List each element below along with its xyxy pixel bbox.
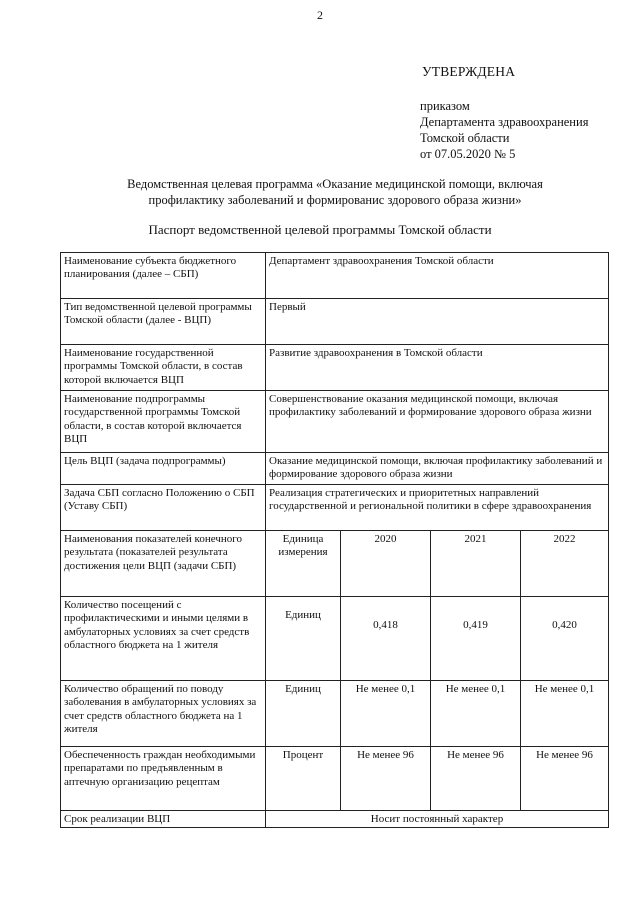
order-line: от 07.05.2020 № 5 (420, 147, 516, 161)
term-value: Носит постоянный характер (266, 811, 609, 828)
unit-header: Единица измерения (266, 531, 341, 597)
table-row (61, 299, 609, 345)
page-number: 2 (317, 8, 323, 22)
table-row (61, 391, 609, 453)
year-header: 2020 (341, 531, 431, 597)
indicator-unit: Процент (266, 747, 341, 811)
indicator-unit: Единиц (266, 597, 341, 681)
indicator-unit: Единиц (266, 681, 341, 747)
year-header: 2022 (521, 531, 609, 597)
program-title: Ведомственная целевая программа «Оказание медицинской помощи, включая профилактику заболеваний и формированис здорового образа жизни» (127, 177, 543, 207)
row-label: Цель ВЦП (задача подпрограммы) (61, 453, 266, 485)
indicator-value: Не менее 96 (521, 747, 609, 811)
row-value: Департамент здравоохранения Томской области (266, 253, 609, 299)
row-value: Оказание медицинской помощи, включая профилактику заболеваний и формирование здорового образа жизни (266, 453, 609, 485)
row-label: Задача СБП согласно Положению о СБП (Уставу СБП) (61, 485, 266, 531)
row-label: Наименование субъекта бюджетного планирования (далее – СБП) (61, 253, 266, 299)
table-row (61, 345, 609, 391)
order-line: Департамента здравоохранения (420, 115, 589, 129)
indicators-header-label: Наименования показателей конечного результата (показателей результата достижения цели ВЦП (задачи СБП) (61, 531, 266, 597)
table-row (61, 453, 609, 485)
indicator-value: 0,419 (431, 597, 521, 681)
indicators-header-row (61, 531, 609, 597)
indicator-row (61, 597, 609, 681)
indicator-label: Обеспеченность граждан необходимыми препаратами по предъявленным в аптечную организацию рецептам (61, 747, 266, 811)
term-row (61, 811, 609, 828)
indicator-label: Количество обращений по поводу заболевания в амбулаторных условиях за счет средств областного бюджета на 1 жителя (61, 681, 266, 747)
indicator-row (61, 681, 609, 747)
indicator-value: Не менее 0,1 (521, 681, 609, 747)
row-label: Наименование государственной программы Томской области, в состав которой включается ВЦП (61, 345, 266, 391)
year-header: 2021 (431, 531, 521, 597)
table-row (61, 253, 609, 299)
approval-order-block (420, 98, 588, 162)
row-value: Первый (266, 299, 609, 345)
indicator-row (61, 747, 609, 811)
row-label: Наименование подпрограммы государственной программы Томской области, в состав которой включается ВЦП (61, 391, 266, 453)
term-label: Срок реализации ВЦП (61, 811, 266, 828)
indicator-value: Не менее 96 (341, 747, 431, 811)
indicator-label: Количество посещений с профилактическими и иными целями в амбулаторных условиях за счет средств областного бюджета на 1 жителя (61, 597, 266, 681)
indicator-value: 0,420 (521, 597, 609, 681)
row-value: Развитие здравоохранения в Томской области (266, 345, 609, 391)
row-label: Тип ведомственной целевой программы Томской области (далее - ВЦП) (61, 299, 266, 345)
indicator-value: Не менее 0,1 (341, 681, 431, 747)
indicator-value: 0,418 (341, 597, 431, 681)
indicator-value: Не менее 96 (431, 747, 521, 811)
approval-word: УТВЕРЖДЕНА (422, 64, 516, 79)
indicator-value: Не менее 0,1 (431, 681, 521, 747)
row-value: Реализация стратегических и приоритетных направлений государственной и региональной политики в сфере здравоохранения (266, 485, 609, 531)
row-value: Совершенствование оказания медицинской помощи, включая профилактику заболеваний и формирование здорового образа жизни (266, 391, 609, 453)
passport-title: Паспорт ведомственной целевой программы Томской области (148, 222, 492, 237)
order-line: приказом (420, 99, 470, 113)
table-row (61, 485, 609, 531)
order-line: Томской области (420, 131, 510, 145)
passport-table (60, 252, 609, 828)
